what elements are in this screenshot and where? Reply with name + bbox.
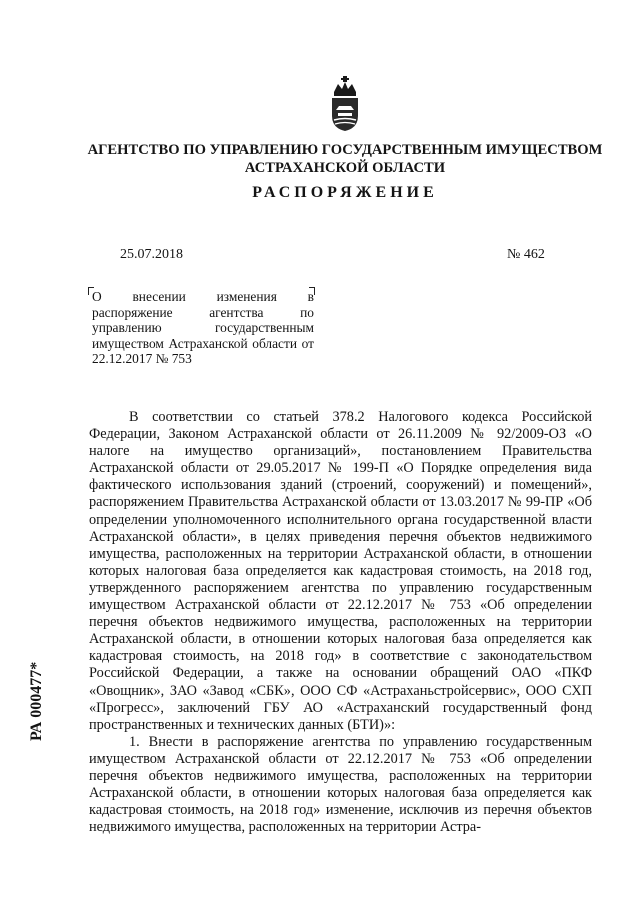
- agency-name: [80, 141, 610, 177]
- agency-name-line1: АГЕНТСТВО ПО УПРАВЛЕНИЮ ГОСУДАРСТВЕННЫМ ИМУЩЕСТВОМ: [87, 142, 603, 158]
- document-type-title: РАСПОРЯЖЕНИЕ: [252, 184, 438, 201]
- document-body: [89, 409, 592, 836]
- astrakhan-coat-of-arms-icon: [329, 76, 361, 132]
- form-serial-stamp: РА 000477*: [28, 661, 45, 741]
- document-date: 25.07.2018: [120, 247, 183, 262]
- document-number: № 462: [507, 247, 545, 262]
- document-subject: О внесении изменения в распоряжение агентства по управлению государственным имуществом Астраханской области от 22.12.2017 № 753: [92, 289, 314, 366]
- body-paragraph-item-1: 1. Внести в распоряжение агентства по управлению государственным имуществом Астраханской области от 22.12.2017 № 753 «Об определении перечня объектов недвижимого имущества, расположенных на территории Астраханской области, в отношении которых налоговая база определяется как кадастровая стоимость, на 2018 год» изменение, исключив из перечня объектов недвижимого имущества, расположенных на территории Астра-: [89, 733, 592, 836]
- body-paragraph-preamble: В соответствии со статьей 378.2 Налогового кодекса Российской Федерации, Законом Астраханской области от 26.11.2009 № 92/2009-ОЗ «О налоге на имущество организаций», постановлением Правительства Астраханской области от 29.05.2017 № 199-П «О Порядке определения вида фактического использования зданий (строений, сооружений) и помещений», распоряжением Правительства Астраханской области от 13.03.2017 № 99-ПР «Об определении уполномоченного исполнительного органа государственной власти Астраханской области», в целях приведения перечня объектов недвижимого имущества, расположенных на территории Астраханской области, в отношении которых налоговая база определяется как кадастровая стоимость, на 2018 год, утвержденного распоряжением агентства по управлению государственным имуществом Астраханской области от 22.12.2017 № 753 «Об определении перечня объектов недвижимого имущества, расположенных на территории Астраханской области, в отношении которых налоговая база определяется как кадастровая стоимость, на 2018 год» в соответствие с законодательством Российской Федерации, а также на основании обращений ОАО «ПКФ «Овощник», ЗАО «Завод «СБК», ООО СФ «Астраханьстройсервис», ООО СХП «Прогресс», заключений ГБУ АО «Астраханский государственный фонд пространственных и технических данных (БТИ)»:: [89, 409, 592, 733]
- agency-name-line2: АСТРАХАНСКОЙ ОБЛАСТИ: [244, 160, 446, 176]
